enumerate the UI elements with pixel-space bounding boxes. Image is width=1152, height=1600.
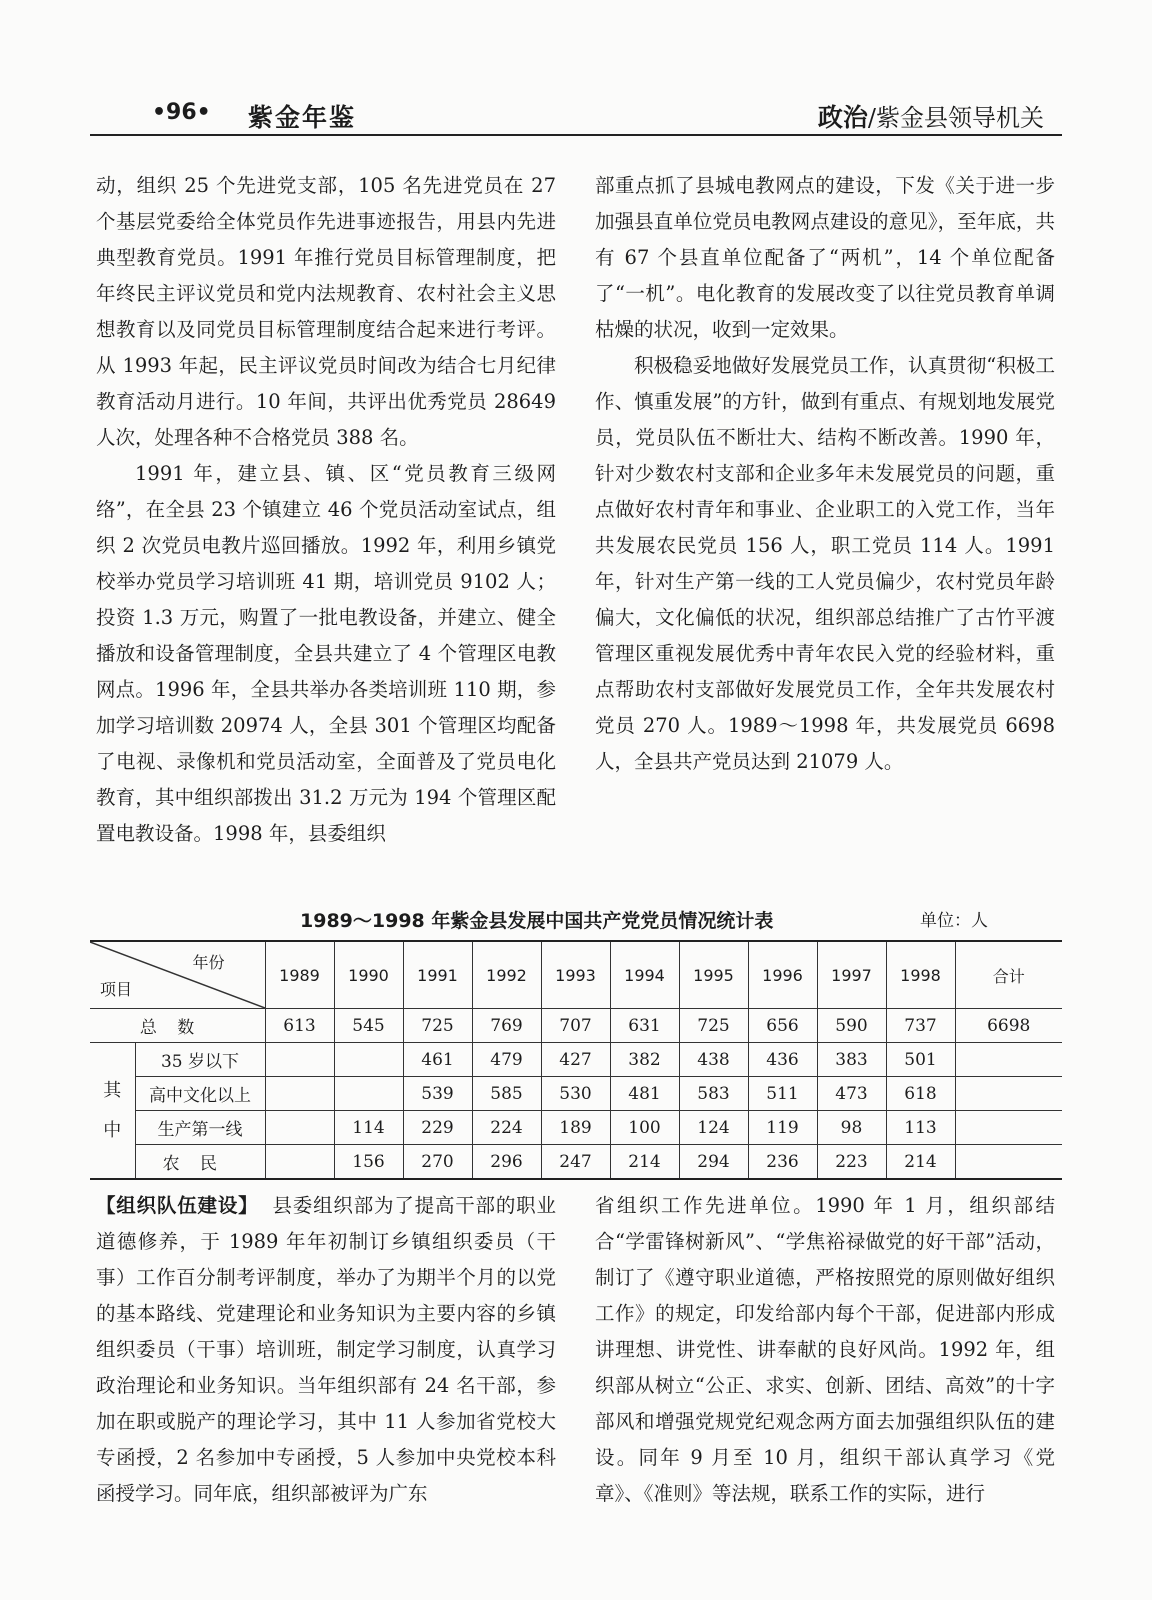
row-label: 高中文化以上	[135, 1077, 265, 1111]
table-cell: 296	[472, 1145, 541, 1180]
column-left-top	[96, 168, 556, 852]
row-label: 35 岁以下	[135, 1043, 265, 1077]
table-cell: 438	[679, 1043, 748, 1077]
table-cell: 156	[334, 1145, 403, 1180]
table-cell: 501	[886, 1043, 955, 1077]
year-header: 1992	[472, 941, 541, 1009]
table-cell-total	[955, 1145, 1062, 1180]
table-cell: 618	[886, 1077, 955, 1111]
table-corner-cell	[90, 941, 265, 1009]
table-cell: 590	[817, 1009, 886, 1043]
table-cell: 223	[817, 1145, 886, 1180]
section-title-rest: /紫金县领导机关	[867, 104, 1044, 132]
table-cell: 613	[265, 1009, 334, 1043]
row-label: 农民	[135, 1145, 265, 1180]
table-cell: 481	[610, 1077, 679, 1111]
paragraph: 1991 年，建立县、镇、区“党员教育三级网络”，在全县 23 个镇建立 46 个党员活动室试点，组织 2 次党员电教片巡回播放。1992 年，利用乡镇党校举办党员学习培训班 41 期，培训党员 9102 人；投资 1.3 万元，购置了一批电教设备，并建立、健全播放和设备管理制度，全县共建立了 4 个管理区电教网点。1996 年，全县共举办各类培训班 110 期，参加学习培训数 20974 人，全县 301 个管理区均配备了电视、录像机和党员活动室，全面普及了党员电化教育，其中组织部拨出 31.2 万元为 194 个管理区配置电教设备。1998 年，县委组织	[96, 462, 556, 845]
table-cell: 224	[472, 1111, 541, 1145]
table-cell: 383	[817, 1043, 886, 1077]
year-header: 1997	[817, 941, 886, 1009]
table-header-row	[90, 941, 1062, 1009]
table-cell: 114	[334, 1111, 403, 1145]
page-number: •96•	[152, 100, 211, 125]
row-label: 生产第一线	[135, 1111, 265, 1145]
table-cell: 214	[886, 1145, 955, 1180]
table-cell: 113	[886, 1111, 955, 1145]
table-cell-total	[955, 1077, 1062, 1111]
table-cell: 725	[403, 1009, 472, 1043]
statistics-table	[90, 940, 1062, 1180]
table-cell: 511	[748, 1077, 817, 1111]
table-row	[90, 1043, 1062, 1077]
table-cell: 427	[541, 1043, 610, 1077]
table-cell: 119	[748, 1111, 817, 1145]
table-cell: 214	[610, 1145, 679, 1180]
qizhong-text: 其中	[103, 1079, 122, 1141]
table-cell: 247	[541, 1145, 610, 1180]
table-cell: 270	[403, 1145, 472, 1180]
table-cell: 737	[886, 1009, 955, 1043]
table-cell: 461	[403, 1043, 472, 1077]
total-header: 合计	[955, 941, 1062, 1009]
paragraph: 部重点抓了县城电教网点的建设，下发《关于进一步加强县直单位党员电教网点建设的意见》，至年底，共有 67 个县直单位配备了“两机”，14 个单位配备了“一机”。电化教育的发展改变了以往党员教育单调枯燥的状况，收到一定效果。	[595, 174, 1055, 341]
section-subhead: 【组织队伍建设】	[96, 1194, 259, 1217]
table-cell: 585	[472, 1077, 541, 1111]
table-cell-total	[955, 1043, 1062, 1077]
table-cell: 473	[817, 1077, 886, 1111]
table-row	[90, 1009, 1062, 1043]
section-title-bold: 政治	[817, 103, 868, 132]
table-cell: 479	[472, 1043, 541, 1077]
year-header: 1994	[610, 941, 679, 1009]
corner-item-label: 项目	[100, 980, 133, 999]
table-cell-total: 6698	[955, 1009, 1062, 1043]
table-cell: 189	[541, 1111, 610, 1145]
section-title	[818, 98, 1044, 134]
year-header: 1991	[403, 941, 472, 1009]
table-cell: 656	[748, 1009, 817, 1043]
table-row	[90, 1145, 1062, 1180]
table-cell: 124	[679, 1111, 748, 1145]
table-cell: 382	[610, 1043, 679, 1077]
year-header: 1990	[334, 941, 403, 1009]
table-title: 1989～1998 年紫金县发展中国共产党党员情况统计表	[300, 910, 774, 932]
book-title: 紫金年鉴	[248, 103, 357, 132]
table-cell-total	[955, 1111, 1062, 1145]
page-header	[90, 100, 1062, 134]
table-cell: 98	[817, 1111, 886, 1145]
table-cell: 631	[610, 1009, 679, 1043]
table-cell	[265, 1111, 334, 1145]
year-header: 1996	[748, 941, 817, 1009]
year-header: 1998	[886, 941, 955, 1009]
table-cell: 436	[748, 1043, 817, 1077]
year-header: 1993	[541, 941, 610, 1009]
table-cell: 725	[679, 1009, 748, 1043]
table-cell: 294	[679, 1145, 748, 1180]
paragraph: 动，组织 25 个先进党支部，105 名先进党员在 27 个基层党委给全体党员作先进事迹报告，用县内先进典型教育党员。1991 年推行党员目标管理制度，把年终民主评议党员和党内法规教育、农村社会主义思想教育以及同党员目标管理制度结合起来进行考评。从 1993 年起，民主评议党员时间改为结合七月纪律教育活动月进行。10 年间，共评出优秀党员 28649 人次，处理各种不合格党员 388 名。	[96, 174, 556, 449]
table-cell	[265, 1077, 334, 1111]
table-cell: 100	[610, 1111, 679, 1145]
table-unit: 单位：人	[920, 911, 988, 931]
paragraph: 省组织工作先进单位。1990 年 1 月，组织部结合“学雷锋树新风”、“学焦裕禄做党的好干部”活动，制订了《遵守职业道德，严格按照党的原则做好组织工作》的规定，印发给部内每个干部，促进部内形成讲理想、讲党性、讲奉献的良好风尚。1992 年，组织部从树立“公正、求实、创新、团结、高效”的十字部风和增强党规党纪观念两方面去加强组织队伍的建设。同年 9 月至 10 月，组织干部认真学习《党章》、《准则》等法规，联系工作的实际，进行	[595, 1194, 1055, 1505]
paragraph: 积极稳妥地做好发展党员工作，认真贯彻“积极工作、慎重发展”的方针，做到有重点、有规划地发展党员，党员队伍不断壮大、结构不断改善。1990 年，针对少数农村支部和企业多年未发展党员的问题，重点做好农村青年和事业、企业职工的入党工作，当年共发展农民党员 156 人，职工党员 114 人。1991 年，针对生产第一线的工人党员偏少，农村党员年龄偏大，文化偏低的状况，组织部总结推广了古竹平渡管理区重视发展优秀中青年农民入党的经验材料，重点帮助农村支部做好发展党员工作，全年共发展农村党员 270 人。1989～1998 年，共发展党员 6698 人，全县共产党员达到 21079 人。	[595, 354, 1055, 773]
table-cell	[334, 1077, 403, 1111]
year-header: 1989	[265, 941, 334, 1009]
table-cell: 539	[403, 1077, 472, 1111]
table-cell: 769	[472, 1009, 541, 1043]
year-header: 1995	[679, 941, 748, 1009]
table-cell	[334, 1043, 403, 1077]
table-row	[90, 1077, 1062, 1111]
qizhong-label	[90, 1043, 135, 1180]
table-cell: 583	[679, 1077, 748, 1111]
table-cell	[265, 1043, 334, 1077]
row-label: 总数	[90, 1009, 265, 1043]
table-row	[90, 1111, 1062, 1145]
column-right-bottom	[595, 1188, 1055, 1512]
table-cell: 530	[541, 1077, 610, 1111]
table-cell: 236	[748, 1145, 817, 1180]
header-rule	[90, 134, 1062, 136]
column-left-bottom	[96, 1188, 556, 1512]
table-cell: 707	[541, 1009, 610, 1043]
column-right-top	[595, 168, 1055, 780]
table-cell	[265, 1145, 334, 1180]
corner-year-label: 年份	[192, 953, 225, 972]
table-cell: 229	[403, 1111, 472, 1145]
paragraph: 县委组织部为了提高干部的职业道德修养，于 1989 年年初制订乡镇组织委员（干事）工作百分制考评制度，举办了为期半个月的以党的基本路线、党建理论和业务知识为主要内容的乡镇组织委员（干事）培训班，制定学习制度，认真学习政治理论和业务知识。当年组织部有 24 名干部，参加在职或脱产的理论学习，其中 11 人参加省党校大专函授，2 名参加中专函授，5 人参加中央党校本科函授学习。同年底，组织部被评为广东	[96, 1194, 556, 1505]
table-cell: 545	[334, 1009, 403, 1043]
